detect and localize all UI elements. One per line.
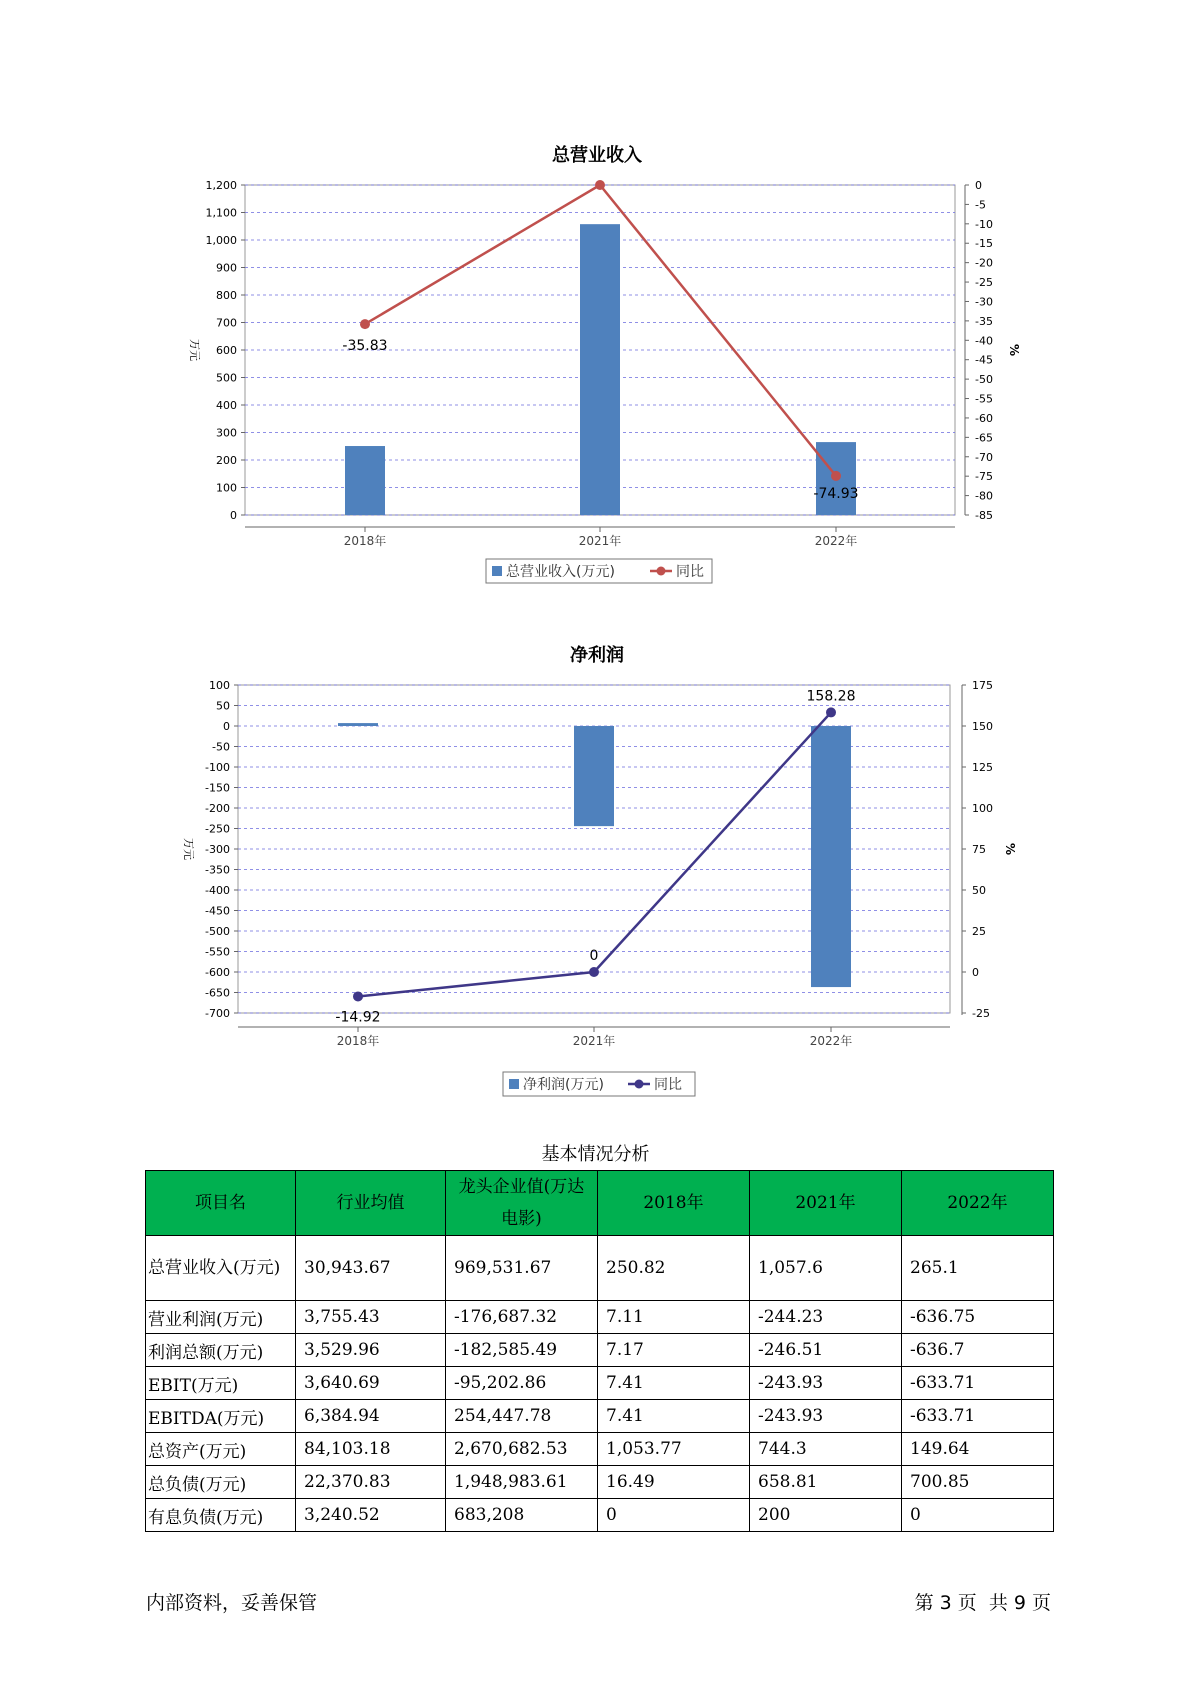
legend-bar-label: 总营业收入(万元) (506, 564, 615, 580)
header-2018: 2018年 (598, 1171, 750, 1236)
header-2021: 2021年 (750, 1171, 902, 1236)
y-tick-label: -450 (205, 904, 230, 918)
table-row (146, 1334, 1054, 1367)
legend-bar-swatch (492, 566, 502, 576)
x-tick-label: 2018年 (336, 1034, 380, 1048)
net-profit-chart-svg (0, 600, 1191, 1100)
table-cell: 683,208 (446, 1499, 598, 1532)
x-tick-label: 2021年 (578, 534, 622, 548)
table-row (146, 1236, 1054, 1301)
y-tick-label: -300 (205, 843, 230, 856)
y-tick-label: 800 (216, 289, 237, 302)
y-axis-unit: 万元 (182, 838, 195, 860)
header-industry-avg: 行业均值 (296, 1171, 446, 1236)
net-profit-chart (0, 600, 1191, 1100)
basic-analysis-table (145, 1170, 1054, 1532)
y2-tick-label: -65 (975, 431, 993, 445)
y2-tick-label: -30 (975, 295, 993, 309)
y-tick-label: -400 (205, 884, 230, 897)
table-cell: -243.93 (750, 1367, 902, 1400)
table-cell: 0 (902, 1499, 1054, 1532)
table-cell: 3,529.96 (296, 1334, 446, 1367)
table-cell: 6,384.94 (296, 1400, 446, 1433)
y-tick-label: -200 (205, 802, 230, 815)
legend-line-label: 同比 (676, 564, 704, 580)
y2-tick-label: 175 (972, 679, 993, 692)
row-label-cell: 利润总额(万元) (146, 1334, 296, 1367)
y-axis-unit: 万元 (188, 339, 201, 361)
y-tick-label: -350 (205, 863, 230, 877)
y2-tick-label: -80 (975, 489, 993, 503)
row-label-cell: 营业利润(万元) (146, 1301, 296, 1334)
table-cell: 744.3 (750, 1433, 902, 1466)
yoy-point (589, 967, 599, 977)
table-cell: -636.7 (902, 1334, 1054, 1367)
y2-tick-label: -20 (975, 256, 993, 270)
bar-2018年 (338, 723, 378, 726)
y2-axis-unit: % (1007, 343, 1021, 357)
legend-line-label: 同比 (654, 1077, 682, 1093)
y2-tick-label: 125 (972, 761, 993, 774)
legend-line-dot (657, 567, 666, 576)
y-tick-label: 600 (216, 344, 237, 357)
chart-title: 净利润 (570, 645, 624, 666)
x-tick-label: 2018年 (343, 534, 387, 548)
legend-bar-label: 净利润(万元) (523, 1077, 604, 1093)
bar-2021年 (574, 726, 614, 826)
row-label-cell: 总负债(万元) (146, 1466, 296, 1499)
y-tick-label: 0 (223, 720, 230, 733)
y2-tick-label: -40 (975, 334, 993, 348)
table-cell: 3,240.52 (296, 1499, 446, 1532)
footer-page-number: 第 3 页 共 9 页 (914, 1592, 1051, 1614)
y-tick-label: -500 (205, 925, 230, 938)
table-cell: -246.51 (750, 1334, 902, 1367)
y-tick-label: 100 (216, 481, 237, 495)
table-cell: 200 (750, 1499, 902, 1532)
y2-tick-label: -70 (975, 450, 993, 464)
y2-tick-label: -60 (975, 411, 993, 425)
data-label: 158.28 (806, 688, 856, 705)
y-tick-label: 1,100 (205, 206, 237, 220)
table-cell: 7.41 (598, 1367, 750, 1400)
table-row (146, 1301, 1054, 1334)
y-tick-label: 500 (216, 371, 237, 385)
table-cell: 2,670,682.53 (446, 1433, 598, 1466)
table-cell: -244.23 (750, 1301, 902, 1334)
footer-confidential: 内部资料，妥善保管 (146, 1592, 318, 1614)
table-cell: 3,640.69 (296, 1367, 446, 1400)
legend-bar-swatch (509, 1079, 519, 1089)
table-cell: 254,447.78 (446, 1400, 598, 1433)
yoy-point (826, 707, 836, 717)
table-cell: 700.85 (902, 1466, 1054, 1499)
data-label: -35.83 (342, 338, 388, 355)
table-cell: 1,053.77 (598, 1433, 750, 1466)
y-tick-label: 300 (216, 426, 237, 440)
y2-tick-label: -55 (975, 392, 993, 406)
row-label-cell: EBIT(万元) (146, 1367, 296, 1400)
y-tick-label: -250 (205, 822, 230, 836)
table-cell: 250.82 (598, 1236, 750, 1301)
header-2022: 2022年 (902, 1171, 1054, 1236)
y-tick-label: 1,200 (205, 179, 237, 192)
table-row (146, 1466, 1054, 1499)
row-label-cell: EBITDA(万元) (146, 1400, 296, 1433)
y2-tick-label: -15 (975, 237, 993, 251)
y2-axis-unit: % (1003, 842, 1017, 856)
chart-title: 总营业收入 (552, 145, 642, 166)
table-cell: 22,370.83 (296, 1466, 446, 1499)
y2-tick-label: -85 (975, 509, 993, 522)
table-row (146, 1367, 1054, 1400)
table-cell: 1,057.6 (750, 1236, 902, 1301)
row-label-cell: 总营业收入(万元) (146, 1236, 296, 1301)
y-tick-label: 100 (209, 679, 230, 692)
yoy-point (360, 319, 370, 329)
table-title: 基本情况分析 (541, 1144, 650, 1165)
y2-tick-label: -50 (975, 373, 993, 387)
table-cell: 149.64 (902, 1433, 1054, 1466)
y-tick-label: -50 (212, 740, 230, 754)
yoy-point (353, 991, 363, 1001)
table-cell: 16.49 (598, 1466, 750, 1499)
y-tick-label: 400 (216, 399, 237, 412)
table-cell: 3,755.43 (296, 1301, 446, 1334)
y2-tick-label: 0 (975, 179, 982, 192)
legend-line-dot (635, 1080, 644, 1089)
table-cell: 658.81 (750, 1466, 902, 1499)
y2-tick-label: -10 (975, 217, 993, 231)
table-cell: 969,531.67 (446, 1236, 598, 1301)
y2-tick-label: -75 (975, 470, 993, 484)
table-cell: 265.1 (902, 1236, 1054, 1301)
data-label: -74.93 (813, 485, 859, 502)
row-label-cell: 有息负债(万元) (146, 1499, 296, 1532)
table-cell: -243.93 (750, 1400, 902, 1433)
y-tick-label: -650 (205, 986, 230, 1000)
y2-tick-label: -25 (972, 1007, 990, 1020)
table-cell: 7.11 (598, 1301, 750, 1334)
y-tick-label: 900 (216, 261, 237, 275)
table-row (146, 1499, 1054, 1532)
y2-tick-label: -45 (975, 353, 993, 367)
x-tick-label: 2022年 (809, 1034, 853, 1048)
y-tick-label: -550 (205, 945, 230, 959)
row-label-cell: 总资产(万元) (146, 1433, 296, 1466)
revenue-chart (0, 0, 1191, 600)
table-cell: -182,585.49 (446, 1334, 598, 1367)
table-cell: 1,948,983.61 (446, 1466, 598, 1499)
data-label: 0 (589, 948, 599, 964)
table-cell: -95,202.86 (446, 1367, 598, 1400)
revenue-chart-svg (0, 0, 1191, 600)
table-header-row (146, 1171, 1054, 1236)
y-tick-label: -100 (205, 761, 230, 774)
y-tick-label: 200 (216, 454, 237, 467)
y2-tick-label: 100 (972, 802, 993, 815)
table-cell: -633.71 (902, 1400, 1054, 1433)
x-tick-label: 2022年 (814, 534, 858, 548)
y-tick-label: -600 (205, 966, 230, 979)
y2-tick-label: -25 (975, 276, 993, 290)
y-tick-label: 0 (230, 509, 237, 522)
y2-tick-label: -5 (975, 198, 986, 212)
y2-tick-label: 50 (972, 884, 986, 897)
table-cell: -633.71 (902, 1367, 1054, 1400)
bar-2022年 (811, 726, 851, 987)
table-cell: -176,687.32 (446, 1301, 598, 1334)
y2-tick-label: 75 (972, 843, 986, 856)
data-label: -14.92 (335, 1009, 381, 1026)
y-tick-label: -700 (205, 1007, 230, 1020)
header-leader-value: 龙头企业值(万达电影) (446, 1171, 598, 1236)
table-row (146, 1400, 1054, 1433)
y-tick-label: 700 (216, 316, 237, 330)
table-cell: 84,103.18 (296, 1433, 446, 1466)
header-item-name: 项目名 (146, 1171, 296, 1236)
table-cell: 7.17 (598, 1334, 750, 1367)
y-tick-label: 50 (216, 699, 230, 713)
y2-tick-label: 150 (972, 720, 993, 733)
table-cell: 7.41 (598, 1400, 750, 1433)
y-tick-label: -150 (205, 781, 230, 795)
bar-2018年 (345, 446, 385, 515)
y-tick-label: 1,000 (205, 234, 237, 247)
table-cell: -636.75 (902, 1301, 1054, 1334)
bar-2021年 (580, 224, 620, 515)
y2-tick-label: -35 (975, 314, 993, 328)
yoy-point (595, 180, 605, 190)
table-row (146, 1433, 1054, 1466)
table-cell: 30,943.67 (296, 1236, 446, 1301)
yoy-point (831, 471, 841, 481)
x-tick-label: 2021年 (572, 1034, 616, 1048)
y2-tick-label: 0 (972, 966, 979, 979)
table-cell: 0 (598, 1499, 750, 1532)
y2-tick-label: 25 (972, 925, 986, 938)
